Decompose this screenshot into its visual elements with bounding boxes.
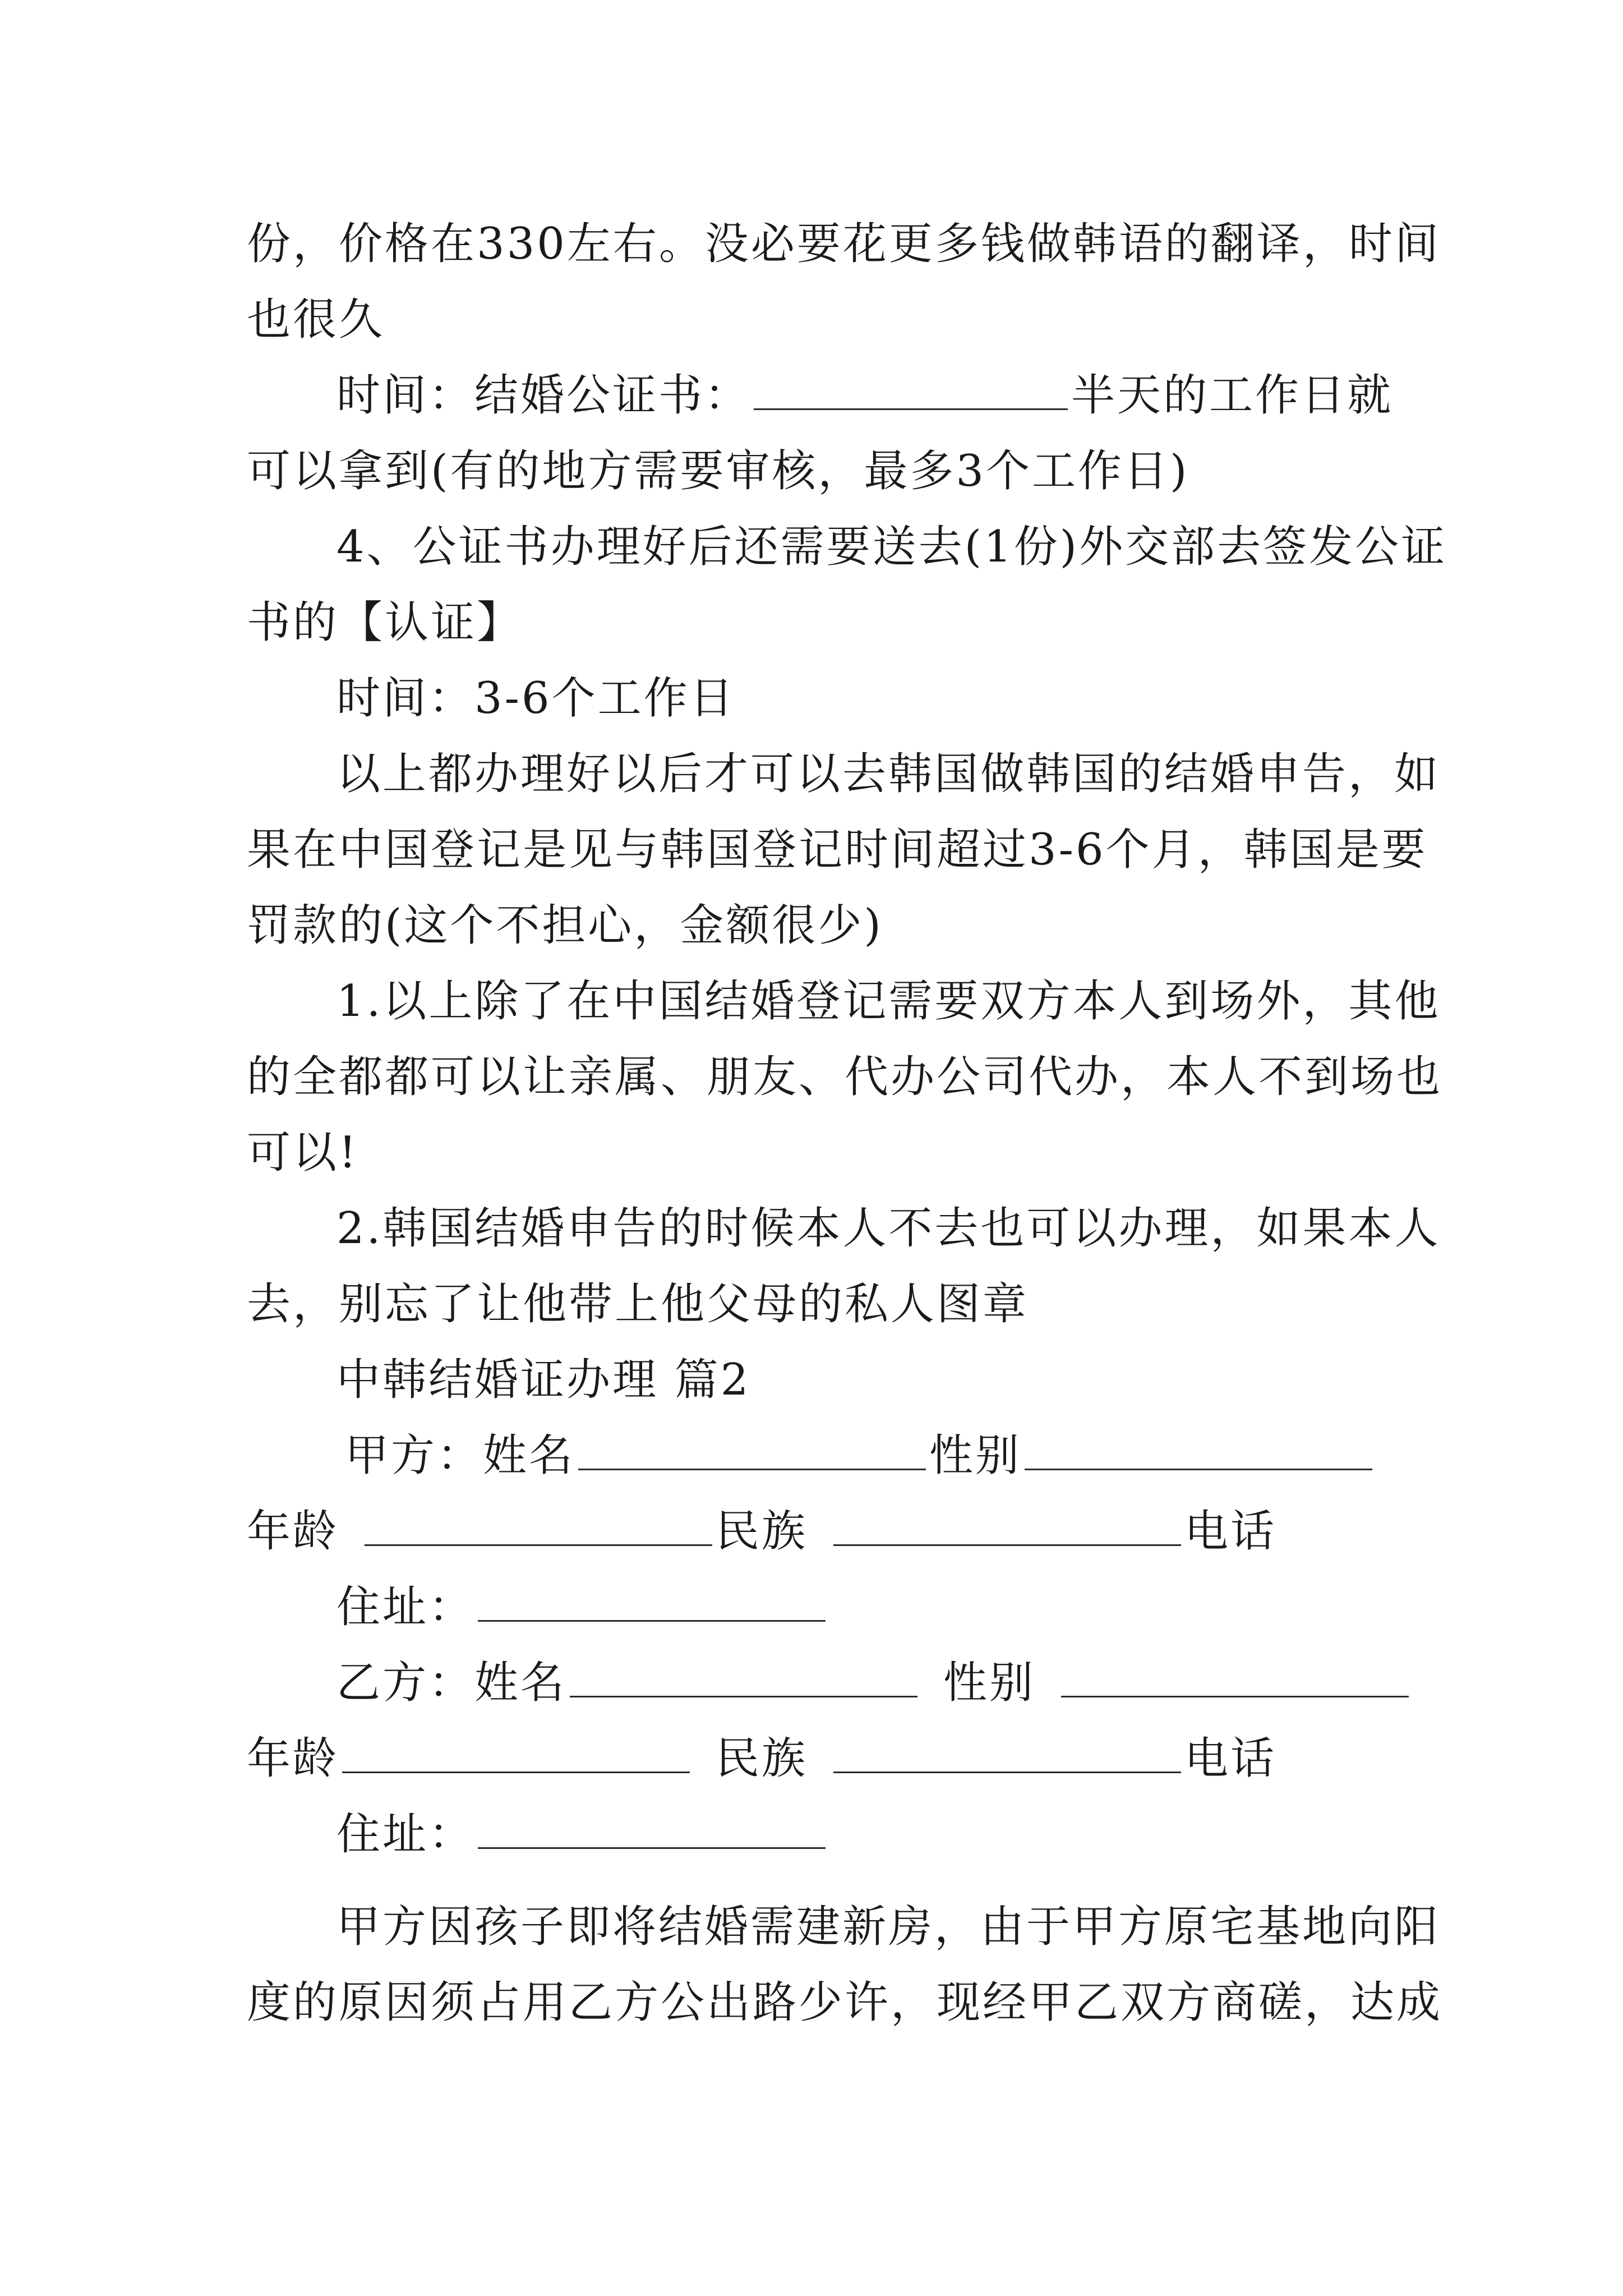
paragraph-line: 可以! — [247, 1128, 359, 1178]
party-a-phone-label: 电话 — [1184, 1506, 1277, 1557]
party-b-name-label: 乙方：姓名 — [336, 1658, 567, 1708]
paragraph-line: 2.韩国结婚申告的时候本人不去也可以办理，如果本人 — [336, 1203, 1441, 1254]
party-b-name-field[interactable] — [570, 1651, 917, 1697]
paragraph-line: 份，价格在330左右。没必要花更多钱做韩语的翻译，时间 — [247, 219, 1441, 269]
paragraph-line: 4、公证书办理好后还需要送去(1份)外交部去签发公证 — [336, 522, 1447, 572]
paragraph-line: 度的原因须占用乙方公出路少许，现经甲乙双方商磋，达成 — [247, 1977, 1443, 2028]
paragraph-line: 时间：3-6个工作日 — [336, 673, 736, 724]
paragraph-line: 甲方因孩子即将结婚需建新房，由于甲方原宅基地向阳 — [336, 1902, 1441, 1952]
party-a-info-row — [247, 1495, 1623, 1568]
party-b-info-row — [247, 1722, 1623, 1795]
paragraph-line: 以上都办理好以后才可以去韩国做韩国的结婚申告，如 — [336, 749, 1441, 799]
party-b-name-row — [336, 1646, 1623, 1719]
blank-field[interactable] — [754, 364, 1068, 410]
party-b-ethnicity-field[interactable] — [833, 1727, 1181, 1773]
paragraph-line: 也很久 — [247, 295, 385, 345]
party-b-gender-field[interactable] — [1061, 1651, 1409, 1697]
time-suffix: 半天的工作日就 — [1071, 370, 1394, 421]
party-b-ethnicity-label: 民族 — [716, 1733, 808, 1784]
paragraph-line: 罚款的(这个不担心，金额很少) — [247, 900, 883, 951]
party-a-address-row — [336, 1571, 1623, 1644]
paragraph-line: 的全都都可以让亲属、朋友、代办公司代办，本人不到场也 — [247, 1052, 1443, 1102]
party-b-age-field[interactable] — [342, 1727, 690, 1773]
party-a-ethnicity-field[interactable] — [833, 1499, 1181, 1546]
party-b-gender-label: 性别 — [943, 1658, 1036, 1708]
party-a-gender-field[interactable] — [1025, 1424, 1372, 1470]
party-a-name-label: 甲方：姓名 — [345, 1430, 575, 1481]
party-b-phone-label: 电话 — [1184, 1733, 1277, 1784]
paragraph-line: 1.以上除了在中国结婚登记需要双方本人到场外，其他 — [336, 976, 1441, 1027]
party-a-age-field[interactable] — [365, 1499, 712, 1546]
paragraph-line: 书的【认证】 — [247, 597, 523, 648]
party-b-address-label: 住址： — [336, 1809, 475, 1860]
party-a-name-row — [345, 1419, 1623, 1492]
section-heading: 中韩结婚证办理 篇2 — [336, 1355, 751, 1405]
party-a-address-label: 住址： — [336, 1582, 475, 1632]
paragraph-line — [336, 359, 1623, 432]
paragraph-line: 果在中国登记是见与韩国登记时间超过3-6个月，韩国是要 — [247, 825, 1428, 875]
paragraph-line: 去，别忘了让他带上他父母的私人图章 — [247, 1279, 1029, 1329]
party-a-age-label: 年龄 — [247, 1506, 339, 1557]
party-a-address-field[interactable] — [478, 1575, 826, 1622]
party-b-address-field[interactable] — [478, 1802, 826, 1849]
party-a-ethnicity-label: 民族 — [716, 1506, 808, 1557]
paragraph-line: 可以拿到(有的地方需要审核，最多3个工作日) — [247, 446, 1189, 496]
party-a-gender-label: 性别 — [929, 1430, 1022, 1481]
party-a-name-field[interactable] — [578, 1424, 926, 1470]
party-b-address-row — [336, 1798, 1623, 1871]
party-b-age-label: 年龄 — [247, 1733, 339, 1784]
time-label: 时间：结婚公证书： — [336, 370, 751, 421]
